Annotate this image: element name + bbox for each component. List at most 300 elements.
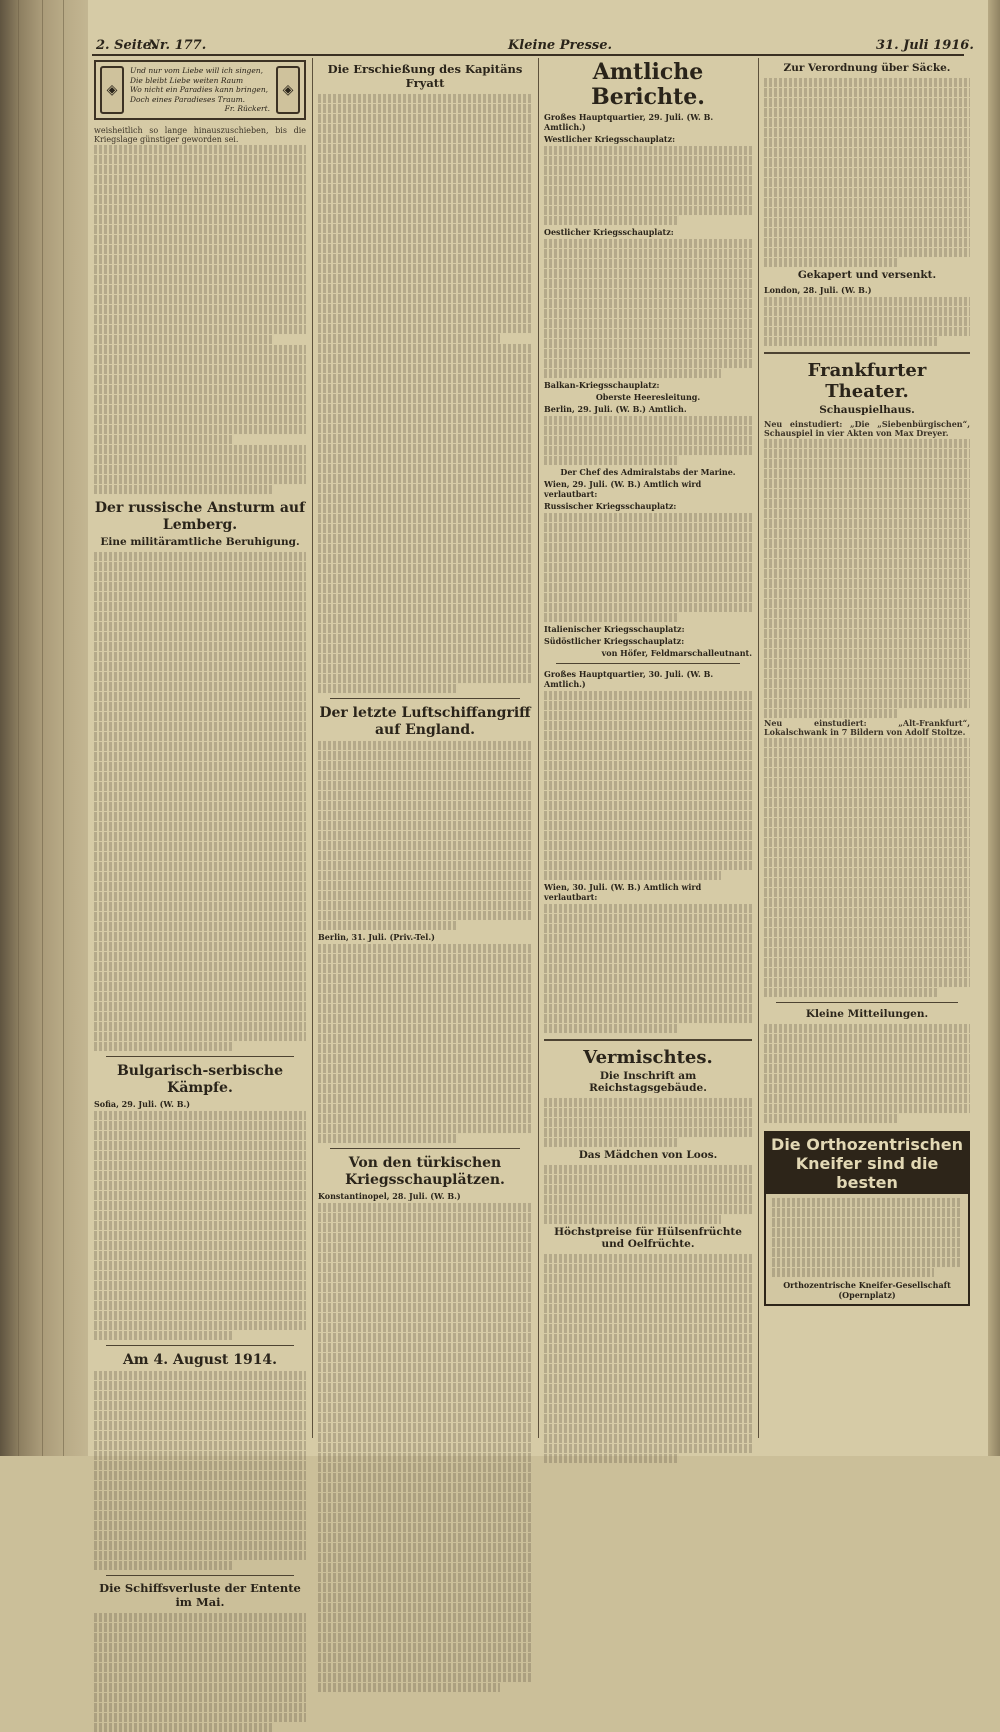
text-line [764, 258, 898, 267]
text-line [318, 751, 532, 760]
text-line [318, 194, 532, 203]
text-line [318, 564, 532, 573]
text-line [772, 1218, 962, 1227]
text-line [318, 1513, 532, 1522]
text-line [764, 218, 970, 227]
text-line [764, 1104, 970, 1113]
text-line [764, 1064, 970, 1073]
text-line [544, 994, 752, 1003]
dateline: London, 28. Juli. (W. B.) [764, 285, 872, 295]
text-line [544, 791, 752, 800]
text-line [318, 821, 532, 830]
dateline: Wien, 29. Juli. (W. B.) Amtlich wird verlautbart: [544, 479, 702, 499]
text-line [94, 1032, 306, 1041]
text-line [318, 604, 532, 613]
text-line [318, 1373, 532, 1382]
text-line [764, 898, 970, 907]
article-body [318, 94, 532, 693]
paper-name: Kleine Presse. [508, 38, 613, 53]
text-line [318, 1243, 532, 1252]
text-line [772, 1198, 962, 1207]
text-line [94, 335, 274, 344]
text-line [544, 146, 752, 155]
text-line [94, 1211, 306, 1220]
text-line [94, 772, 306, 781]
text-line [318, 334, 500, 343]
text-line [94, 602, 306, 611]
text-line [318, 164, 532, 173]
headline-captured: Gekapert und versenkt. [797, 269, 937, 281]
text-line [318, 1653, 532, 1662]
text-line [94, 1471, 306, 1480]
text-line [318, 394, 532, 403]
text-line [94, 375, 306, 384]
text-line [544, 436, 752, 445]
text-line [544, 1424, 752, 1433]
text-line [544, 1264, 752, 1273]
headline-theater: Frankfurter Theater. [807, 360, 927, 402]
text-line [94, 702, 306, 711]
headline-price-caps: Höchstpreise für Hülsenfrüchte und Oelfrüchte. [554, 1226, 742, 1250]
text-line [94, 1012, 306, 1021]
text-line [544, 1374, 752, 1383]
text-line [764, 509, 970, 518]
text-line [94, 1511, 306, 1520]
text-line [764, 629, 970, 638]
text-line [94, 285, 306, 294]
ad-footer: Orthozentrische Kneifer-Gesellschaft (Opernplatz) [783, 1280, 951, 1300]
text-line [94, 892, 306, 901]
text-line [318, 484, 532, 493]
text-line [318, 1054, 532, 1063]
text-line [764, 609, 970, 618]
signature: von Höfer, Feldmarschalleutnant. [601, 648, 752, 658]
text-line [544, 329, 752, 338]
text-line [544, 1394, 752, 1403]
lantern-ornament-icon: ◈ [276, 66, 300, 114]
text-line [94, 582, 306, 591]
dateline: Sofia, 29. Juli. (W. B.) [94, 1099, 191, 1109]
text-line [318, 644, 532, 653]
text-line [764, 768, 970, 777]
text-line [318, 294, 532, 303]
text-line [94, 1431, 306, 1440]
text-line [318, 1423, 532, 1432]
text-line [94, 732, 306, 741]
text-line [94, 1541, 306, 1550]
text-line [544, 1454, 679, 1463]
text-line [94, 315, 306, 324]
text-line [544, 1324, 752, 1333]
text-line [318, 374, 532, 383]
poem-line: Die bleibt Liebe weiten Raum [130, 75, 244, 85]
text-line [94, 435, 232, 444]
text-line [544, 239, 752, 248]
text-line [94, 1311, 306, 1320]
text-line [94, 872, 306, 881]
text-line [318, 204, 532, 213]
text-line [544, 269, 752, 278]
text-line [544, 801, 752, 810]
text-line [544, 216, 679, 225]
text-line [94, 475, 306, 484]
text-line [544, 701, 752, 710]
article-body [94, 145, 306, 494]
text-line [764, 208, 970, 217]
text-line [764, 439, 970, 448]
text-line [544, 1294, 752, 1303]
headline-bulgarian: Bulgarisch-serbische Kämpfe. [116, 1063, 284, 1096]
text-line [94, 1391, 306, 1400]
text-line [318, 1213, 532, 1222]
text-line [94, 942, 306, 951]
text-line [764, 1044, 970, 1053]
text-line [764, 818, 970, 827]
binding-line [63, 0, 64, 1456]
headline-ship-losses: Die Schiffsverluste der Entente im Mai. [99, 1581, 301, 1609]
text-line [318, 504, 532, 513]
text-line [318, 901, 532, 910]
text-line [94, 395, 306, 404]
text-line [94, 562, 306, 571]
text-line [318, 781, 532, 790]
text-line [94, 1281, 306, 1290]
text-line [544, 1205, 752, 1214]
text-line [94, 1022, 306, 1031]
text-line [94, 1371, 306, 1380]
text-line [318, 1353, 532, 1362]
text-line [318, 1004, 532, 1013]
text-line [318, 841, 532, 850]
text-line [94, 932, 306, 941]
text-line [94, 1221, 306, 1230]
text-line [94, 345, 306, 354]
poem [130, 66, 270, 114]
text-line [94, 1723, 274, 1732]
text-line [318, 664, 532, 673]
text-line [544, 711, 752, 720]
dateline: Wien, 30. Juli. (W. B.) Amtlich wird verlautbart: [544, 882, 702, 902]
text-line [544, 553, 752, 562]
text-line [544, 984, 752, 993]
text-line [318, 1313, 532, 1322]
text-line [764, 1084, 970, 1093]
text-line [764, 188, 970, 197]
headline-notices: Kleine Mitteilungen. [805, 1008, 929, 1020]
text-line [318, 761, 532, 770]
text-line [764, 489, 970, 498]
page-number: 2. Seite. [96, 38, 156, 53]
column-rule [538, 58, 539, 1438]
text-line [764, 798, 970, 807]
text-line [94, 1131, 306, 1140]
text-line [94, 415, 306, 424]
text-line [94, 1461, 306, 1470]
text-line [764, 888, 970, 897]
text-line [94, 1521, 306, 1530]
text-line [318, 254, 532, 263]
text-line [94, 1141, 306, 1150]
text-line [318, 274, 532, 283]
text-line [764, 1054, 970, 1063]
text-line [94, 1421, 306, 1430]
text-line [544, 1354, 752, 1363]
text-line [94, 1481, 306, 1490]
text-line [318, 634, 532, 643]
text-line [544, 1384, 752, 1393]
article-body [318, 741, 532, 930]
issue-date: 31. Juli 1916. [876, 38, 974, 53]
text-line [544, 339, 752, 348]
text-line [318, 1203, 532, 1212]
text-line [318, 304, 532, 313]
text-line [764, 297, 970, 306]
text-line [94, 1381, 306, 1390]
divider [776, 1002, 958, 1003]
text-line [94, 552, 306, 561]
text-line [318, 554, 532, 563]
text-line [544, 416, 752, 425]
text-line [318, 1263, 532, 1272]
text-line [318, 384, 532, 393]
text-line [764, 118, 970, 127]
divider [556, 663, 740, 664]
text-line [318, 741, 532, 750]
text-line [318, 851, 532, 860]
text-line [94, 1201, 306, 1210]
text-line [764, 639, 970, 648]
text-line [318, 1104, 532, 1113]
text-line [318, 1543, 532, 1552]
text-line [318, 464, 532, 473]
column-2 [318, 58, 532, 1436]
text-line [318, 284, 532, 293]
text-line [764, 88, 970, 97]
text-line [764, 1034, 970, 1043]
text-line [764, 669, 970, 678]
text-line [544, 811, 752, 820]
text-line [544, 944, 752, 953]
text-line [764, 938, 970, 947]
text-line [764, 228, 970, 237]
headline-lemberg: Der russische Ansturm auf Lemberg. [94, 500, 306, 533]
text-line [544, 731, 752, 740]
text-line [764, 828, 970, 837]
text-line [318, 244, 532, 253]
text-line [94, 992, 306, 1001]
text-line [764, 128, 970, 137]
text-line [544, 1414, 752, 1423]
text-line [544, 974, 752, 983]
text-line [544, 603, 752, 612]
section-label: Italienischer Kriegsschauplatz: [544, 624, 685, 634]
text-line [318, 424, 532, 433]
text-line [94, 1111, 306, 1120]
text-line [544, 1014, 752, 1023]
divider [764, 352, 970, 354]
text-line [764, 599, 970, 608]
text-line [94, 1491, 306, 1500]
text-line [318, 514, 532, 523]
text-line [318, 1533, 532, 1542]
text-line [764, 327, 970, 336]
text-line [94, 365, 306, 374]
text-line [318, 1114, 532, 1123]
text-line [544, 349, 752, 358]
text-line [318, 404, 532, 413]
text-line [318, 791, 532, 800]
text-line [544, 914, 752, 923]
text-line [94, 722, 306, 731]
text-line [764, 1024, 970, 1033]
text-line [94, 1191, 306, 1200]
lantern-ornament-icon: ◈ [100, 66, 124, 114]
text-line [94, 642, 306, 651]
divider [330, 698, 520, 699]
headline-turkish: Von den türkischen Kriegsschauplätzen. [345, 1155, 505, 1188]
headline-sacks: Zur Verordnung über Säcke. [783, 62, 951, 74]
binding-line [18, 0, 19, 1456]
text-line [94, 982, 306, 991]
text-line [544, 523, 752, 532]
text-line [544, 1098, 752, 1107]
text-line [94, 1633, 306, 1642]
text-line [318, 94, 532, 103]
text-line [318, 811, 532, 820]
text-line [544, 1344, 752, 1353]
poem-line: Und nur vom Liebe will ich singen, [130, 66, 264, 76]
divider [106, 1345, 294, 1346]
text-line [544, 934, 752, 943]
text-line [94, 1321, 306, 1330]
text-line [544, 289, 752, 298]
text-line [94, 295, 306, 304]
text-line [318, 494, 532, 503]
text-line [94, 1171, 306, 1180]
text-line [764, 108, 970, 117]
text-line [544, 741, 752, 750]
text-line [318, 614, 532, 623]
text-line [94, 485, 274, 494]
signature: Der Chef des Admiralstabs der Marine. [560, 467, 736, 477]
text-line [318, 881, 532, 890]
text-line [94, 1121, 306, 1130]
text-line [544, 533, 752, 542]
text-line [318, 1523, 532, 1532]
text-line [318, 1293, 532, 1302]
text-line [318, 1084, 532, 1093]
text-line [318, 1333, 532, 1342]
text-line [544, 841, 752, 850]
text-line [772, 1248, 962, 1257]
dateline: Konstantinopel, 28. Juli. (W. B.) [318, 1191, 461, 1201]
text-line [318, 1553, 532, 1562]
text-line [318, 1503, 532, 1512]
text-line [544, 279, 752, 288]
text-line [94, 1411, 306, 1420]
text-line [94, 1693, 306, 1702]
text-line [94, 255, 306, 264]
text-line [318, 1443, 532, 1452]
text-line [318, 954, 532, 963]
text-line [94, 842, 306, 851]
text-line [764, 908, 970, 917]
text-line [764, 838, 970, 847]
text-line [94, 952, 306, 961]
issue-number: Nr. 177. [148, 38, 207, 53]
text-line [94, 275, 306, 284]
text-line [94, 1613, 306, 1622]
text-line [544, 831, 752, 840]
text-line [764, 178, 970, 187]
text-line [94, 1331, 232, 1340]
ad-headline: Die Orthozentrischen Kneifer sind die besten [766, 1133, 968, 1194]
article-body [94, 1613, 306, 1732]
text-line [318, 1613, 532, 1622]
text-line [544, 1118, 752, 1127]
text-line [544, 1024, 679, 1033]
headline-inscription: Die Inschrift am Reichstagsgebäude. [589, 1070, 707, 1094]
text-line [94, 612, 306, 621]
text-line [318, 1094, 532, 1103]
text-line [544, 359, 752, 368]
section-label: Balkan-Kriegsschauplatz: [544, 380, 660, 390]
text-line [772, 1258, 962, 1267]
text-line [94, 1531, 306, 1540]
article-body [94, 1371, 306, 1570]
text-line [544, 721, 752, 730]
text-line [94, 445, 306, 454]
text-line [318, 1303, 532, 1312]
text-line [94, 1673, 306, 1682]
text-line [318, 594, 532, 603]
text-line [94, 622, 306, 631]
text-line [764, 168, 970, 177]
text-line [318, 1433, 532, 1442]
text-line [764, 158, 970, 167]
text-line [544, 1404, 752, 1413]
text-line [764, 738, 970, 747]
text-line [544, 259, 752, 268]
text-line [94, 355, 306, 364]
column-rule [758, 58, 759, 1438]
article-body [94, 552, 306, 1051]
text-line [544, 543, 752, 552]
text-line [94, 245, 306, 254]
text-line [94, 1291, 306, 1300]
text-line [544, 954, 752, 963]
text-line [94, 385, 306, 394]
divider [106, 1056, 294, 1057]
text-line [544, 1314, 752, 1323]
text-line [318, 1273, 532, 1282]
text-line [764, 238, 970, 247]
text-line [544, 1215, 721, 1224]
review-title: Neu einstudiert: „Alt-Frankfurt“, Lokalschwank in 7 Bildern von Adolf Stoltze. [764, 718, 970, 737]
text-line [544, 904, 752, 913]
text-line [94, 1251, 306, 1260]
text-line [764, 198, 970, 207]
text-line [94, 682, 306, 691]
text-line [764, 978, 970, 987]
text-line [318, 264, 532, 273]
article-body [94, 1111, 306, 1340]
masthead-rule [92, 54, 964, 56]
text-line [318, 104, 532, 113]
text-line [94, 1703, 306, 1712]
text-line [764, 307, 970, 316]
text-line [94, 1271, 306, 1280]
